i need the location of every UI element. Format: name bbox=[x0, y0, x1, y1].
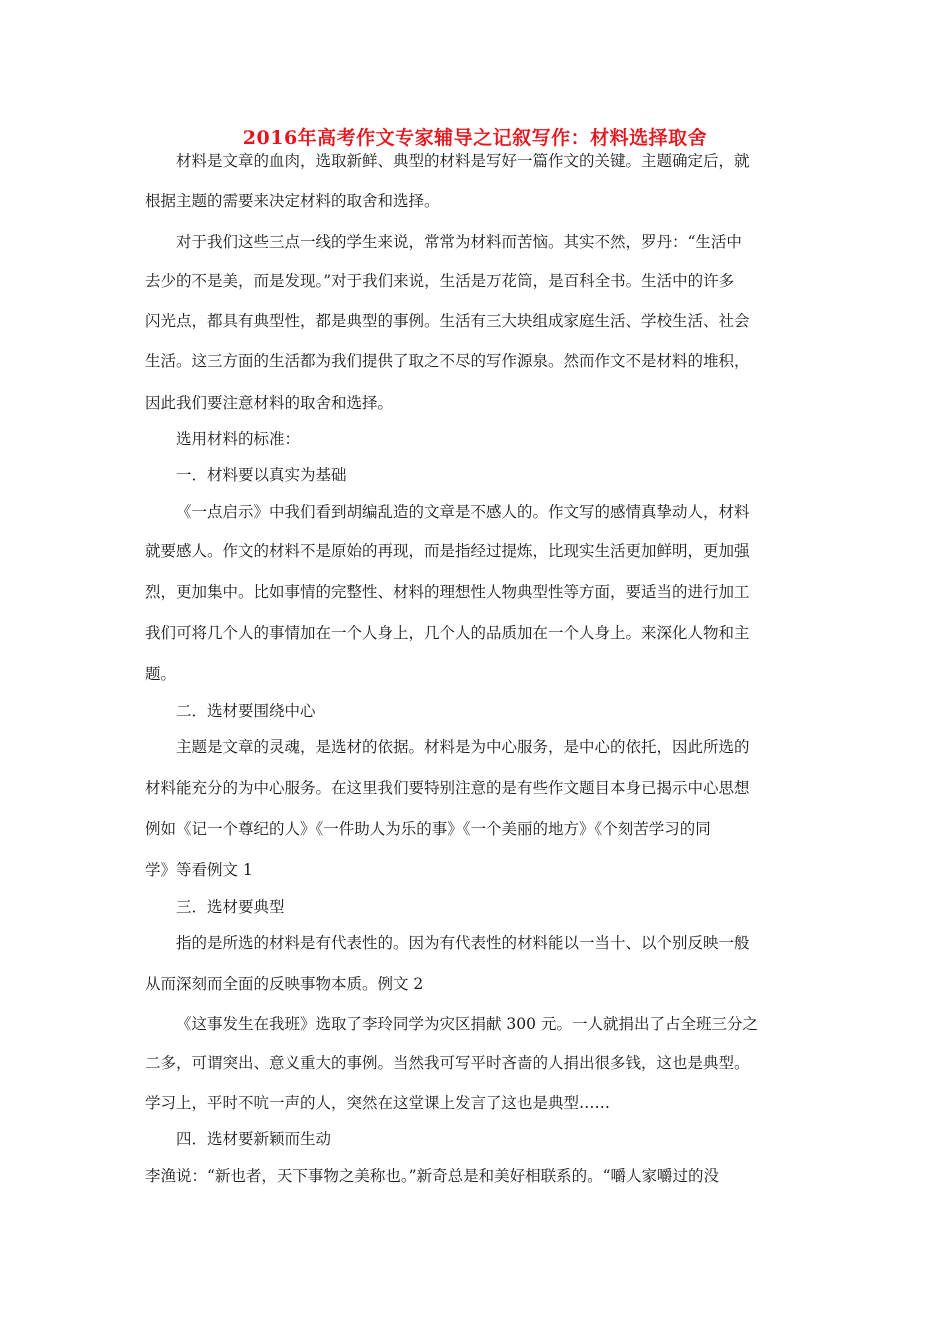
paragraph-line: 《这事发生在我班》选取了李玲同学为灾区捐献 300 元。一人就捐出了占全班三分之 bbox=[176, 1015, 758, 1033]
paragraph-line: 就要感人。作文的材料不是原始的再现，而是指经过提炼，比现实生活更加鲜明，更加强 bbox=[145, 542, 750, 560]
paragraph-line: 学习上，平时不吭一声的人，突然在这堂课上发言了这也是典型…… bbox=[145, 1094, 611, 1112]
section-heading: 四．选材要新颖而生动 bbox=[176, 1130, 332, 1148]
section-heading: 二．选材要围绕中心 bbox=[176, 702, 316, 720]
paragraph-line: 材料是文章的血肉，选取新鲜、典型的材料是写好一篇作文的关键。主题确定后，就 bbox=[176, 152, 750, 170]
paragraph-line: 我们可将几个人的事情加在一个人身上，几个人的品质加在一个人身上。来深化人物和主 bbox=[145, 624, 750, 642]
section-heading: 一．材料要以真实为基础 bbox=[176, 466, 347, 484]
paragraph-line: 选用材料的标准： bbox=[176, 430, 301, 448]
paragraph-line: 李渔说：“新也者，天下事物之美称也。”新奇总是和美好相联系的。“嚼人家嚼过的没 bbox=[145, 1167, 720, 1185]
paragraph-line: 题。 bbox=[145, 665, 177, 683]
paragraph-line: 指的是所选的材料是有代表性的。因为有代表性的材料能以一当十、以个别反映一般 bbox=[176, 934, 750, 952]
paragraph-line: 因此我们要注意材料的取舍和选择。 bbox=[145, 394, 394, 412]
document-title: 2016年高考作文专家辅导之记叙写作：材料选择取舍 bbox=[242, 127, 708, 149]
paragraph-line: 主题是文章的灵魂，是选材的依据。材料是为中心服务，是中心的依托，因此所选的 bbox=[176, 738, 750, 756]
paragraph-line: 《一点启示》中我们看到胡编乱造的文章是不感人的。作文写的感情真挚动人，材料 bbox=[176, 503, 750, 521]
paragraph-line: 二多，可谓突出、意义重大的事例。当然我可写平时吝啬的人捐出很多钱，这也是典型。 bbox=[145, 1054, 750, 1072]
paragraph-line: 生活。这三方面的生活都为我们提供了取之不尽的写作源泉。然而作文不是材料的堆积， bbox=[145, 352, 750, 370]
paragraph-line: 例如《记一个尊纪的人》《一件助人为乐的事》《一个美丽的地方》《个刻苦学习的同 bbox=[145, 820, 711, 838]
paragraph-line: 烈，更加集中。比如事情的完整性、材料的理想性人物典型性等方面，要适当的进行加工 bbox=[145, 583, 750, 601]
paragraph-line: 学》等看例文 1 bbox=[145, 861, 253, 879]
paragraph-line: 闪光点，都具有典型性，都是典型的事例。生活有三大块组成家庭生活、学校生活、社会 bbox=[145, 312, 750, 330]
paragraph-line: 材料能充分的为中心服务。在这里我们要特别注意的是有些作文题目本身已揭示中心思想 bbox=[145, 779, 750, 797]
paragraph-line: 对于我们这些三点一线的学生来说，常常为材料而苦恼。其实不然，罗丹：“生活中 bbox=[176, 233, 742, 251]
paragraph-line: 从而深刻而全面的反映事物本质。例文 2 bbox=[145, 975, 424, 993]
section-heading: 三．选材要典型 bbox=[176, 898, 285, 916]
paragraph-line: 去少的不是美，而是发现。”对于我们来说，生活是万花筒，是百科全书。生活中的许多 bbox=[145, 272, 735, 290]
paragraph-line: 根据主题的需要来决定材料的取舍和选择。 bbox=[145, 192, 440, 210]
